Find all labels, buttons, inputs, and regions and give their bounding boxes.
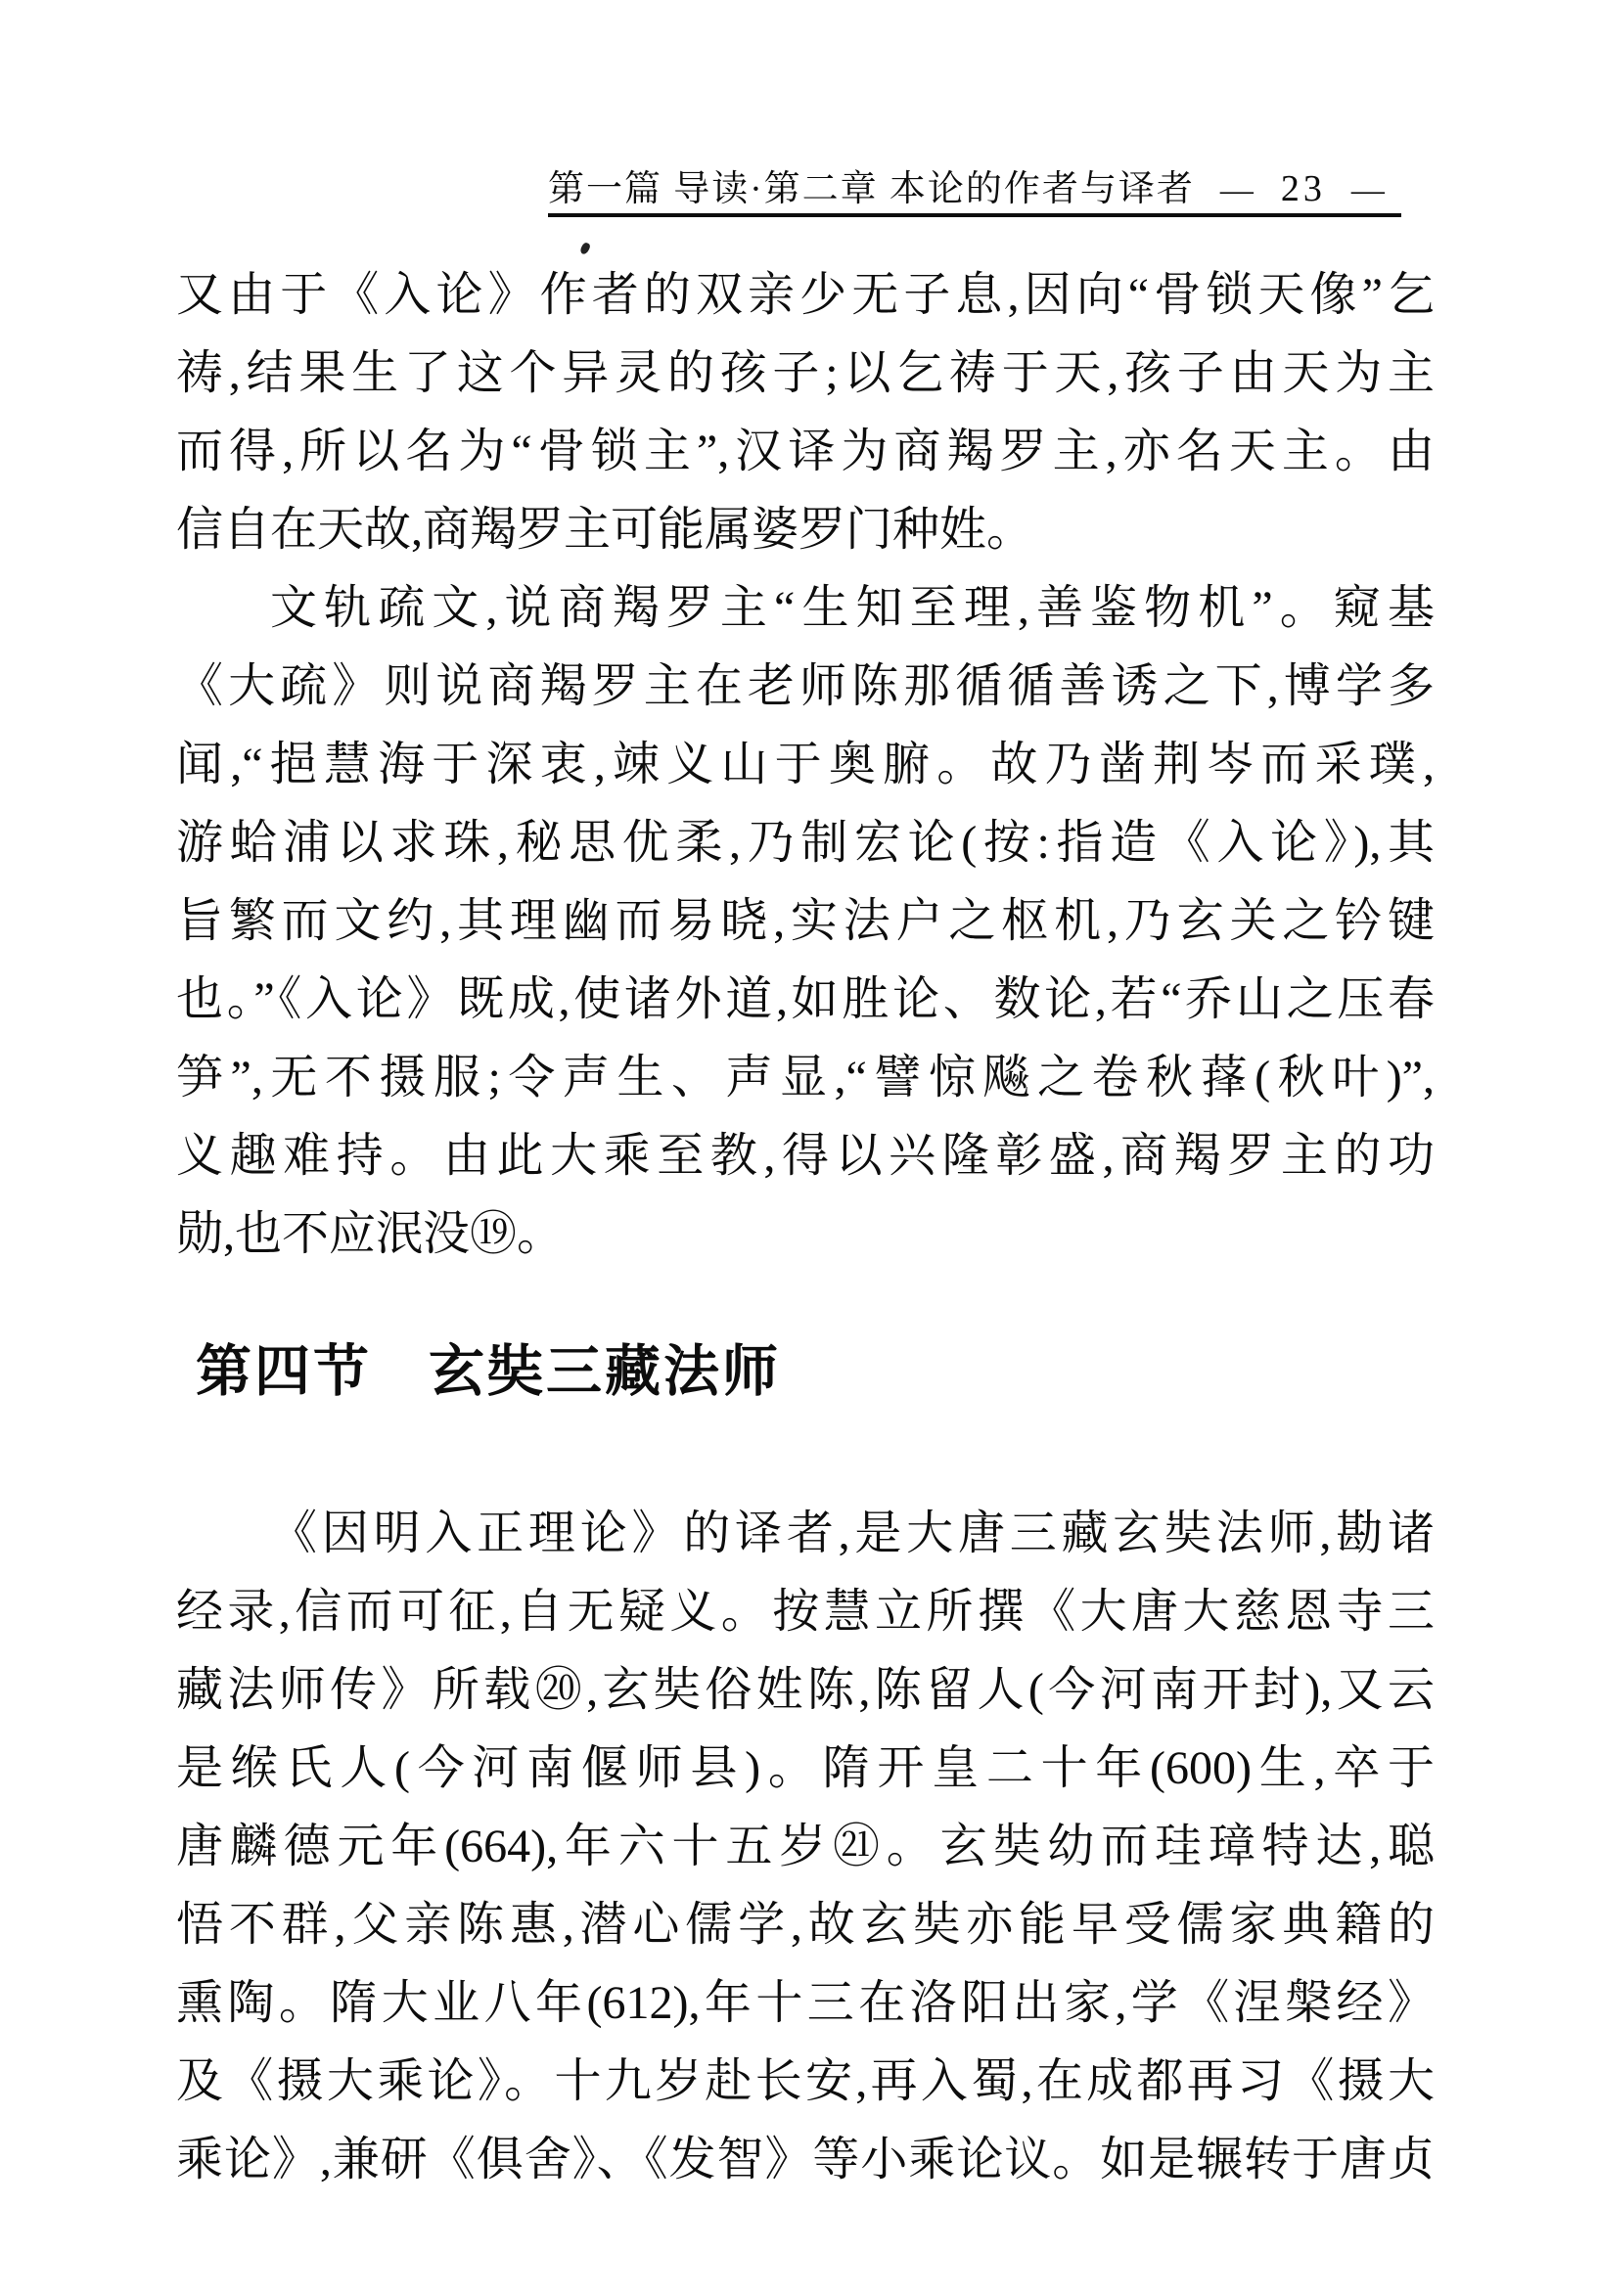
text-line: 也。”《入论》既成,使诸外道,如胜论、数论,若“乔山之压春 — [176, 973, 1435, 1025]
text-line: 唐麟德元年(664),年六十五岁㉑。玄奘幼而珪璋特达,聪 — [176, 1821, 1435, 1872]
paragraph-2 — [176, 569, 1435, 1274]
paragraph-1 — [176, 256, 1435, 569]
section-heading-number: 第四节 — [196, 1341, 372, 1403]
text-line: 《大疏》则说商羯罗主在老师陈那循循善诱之下,博学多 — [176, 660, 1435, 712]
page-number: 23 — [1280, 168, 1326, 209]
section-heading — [196, 1338, 781, 1407]
text-line: 旨繁而文约,其理幽而易晓,实法户之枢机,乃玄关之钤键 — [176, 895, 1435, 947]
text-line: 及《摄大乘论》。十九岁赴长安,再入蜀,在成都再习《摄大 — [176, 2055, 1435, 2107]
page-number-dash-left: — — [1219, 172, 1255, 208]
text-line: 悟不群,父亲陈惠,潜心儒学,故玄奘亦能早受儒家典籍的 — [176, 1899, 1435, 1951]
text-line: 勋,也不应泯没⑲。 — [176, 1208, 565, 1260]
text-line: 义趣难持。由此大乘至教,得以兴隆彰盛,商羯罗主的功 — [176, 1130, 1435, 1182]
text-line: 经录,信而可征,自无疑义。按慧立所撰《大唐大慈恩寺三 — [176, 1586, 1435, 1638]
text-line: 乘论》,兼研《俱舍》、《发智》等小乘论议。如是辗转于唐贞 — [176, 2134, 1435, 2185]
text-line: 游蛤浦以求珠,秘思优柔,乃制宏论(按:指造《入论》),其 — [176, 817, 1435, 869]
text-line: 熏陶。隋大业八年(612),年十三在洛阳出家,学《涅槃经》 — [176, 1977, 1435, 2029]
page-number-dash-right: — — [1350, 172, 1387, 208]
text-line: 而得,所以名为“骨锁主”,汉译为商羯罗主,亦名天主。由 — [176, 426, 1435, 477]
text-line: 文轨疏文,说商羯罗主“生知至理,善鉴物机”。窥基 — [270, 582, 1435, 634]
text-line: 《因明入正理论》的译者,是大唐三藏玄奘法师,勘诸 — [270, 1508, 1435, 1559]
text-line: 信自在天故,商羯罗主可能属婆罗门种姓。 — [176, 504, 1034, 556]
text-line: 闻,“挹慧海于深衷,竦义山于奥腑。故乃凿荆岑而采璞, — [176, 739, 1435, 790]
ink-speck — [579, 242, 591, 255]
text-line: 祷,结果生了这个异灵的孩子;以乞祷于天,孩子由天为主 — [176, 347, 1435, 399]
text-line: 藏法师传》所载⑳,玄奘俗姓陈,陈留人(今河南开封),又云 — [176, 1664, 1435, 1716]
section-heading-title: 玄奘三藏法师 — [429, 1341, 781, 1403]
running-header — [548, 158, 1412, 207]
text-line: 是缑氏人(今河南偃师县)。隋开皇二十年(600)生,卒于 — [176, 1742, 1435, 1794]
text-line: 笋”,无不摄服;令声生、声显,“譬惊飚之卷秋萚(秋叶)”, — [176, 1052, 1435, 1103]
running-header-title: 第一篇 导读·第二章 本论的作者与译者 — [548, 169, 1195, 209]
header-rule — [548, 213, 1401, 217]
paragraph-3 — [176, 1495, 1435, 2199]
text-line: 又由于《入论》作者的双亲少无子息,因向“骨锁天像”乞 — [176, 269, 1435, 321]
